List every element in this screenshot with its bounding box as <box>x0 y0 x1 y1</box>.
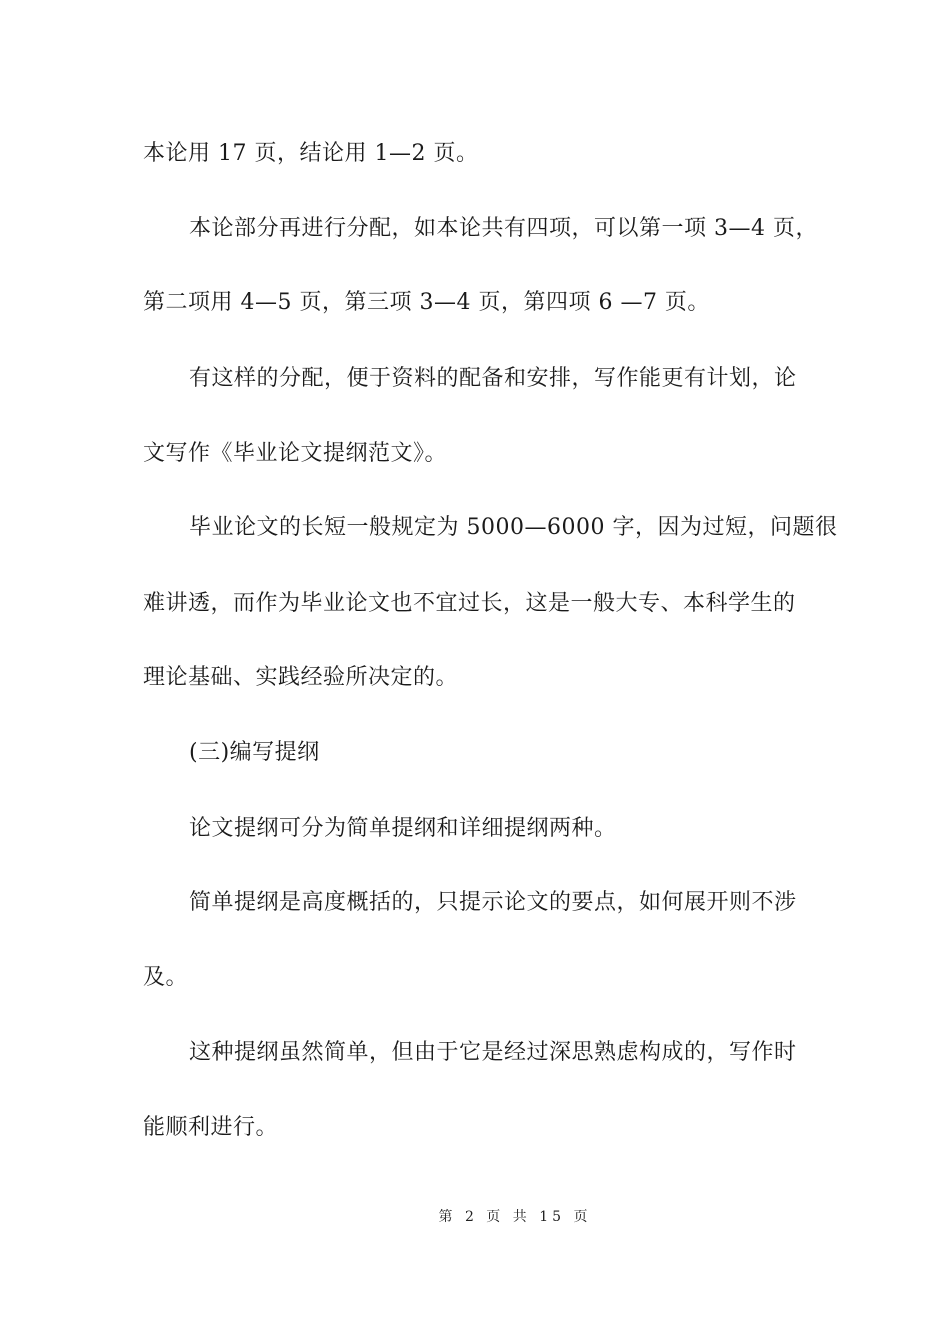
text-line: 本论用 17 页，结论用 1—2 页。 <box>143 141 479 166</box>
text-line: 及。 <box>143 965 189 990</box>
text-line: 难讲透，而作为毕业论文也不宜过长，这是一般大专、本科学生的 <box>143 591 796 616</box>
text-line: 本论部分再进行分配，如本论共有四项，可以第一项 3—4 页， <box>189 216 818 241</box>
text-line: 论文提纲可分为简单提纲和详细提纲两种。 <box>189 816 617 841</box>
text-line: 这种提纲虽然简单，但由于它是经过深思熟虑构成的，写作时 <box>189 1040 797 1065</box>
text-line: 第二项用 4—5 页，第三项 3—4 页，第四项 6 —7 页。 <box>143 290 710 315</box>
text-line: 理论基础、实践经验所决定的。 <box>143 665 459 690</box>
text-line: 简单提纲是高度概括的，只提示论文的要点，如何展开则不涉 <box>189 890 797 915</box>
text-line: 毕业论文的长短一般规定为 5000—6000 字，因为过短，问题很 <box>189 515 838 540</box>
page-number-footer: 第 2 页 共 15 页 <box>438 1209 592 1225</box>
section-heading: (三)编写提纲 <box>189 740 320 765</box>
text-line: 有这样的分配，便于资料的配备和安排，写作能更有计划，论 <box>189 366 797 391</box>
text-line: 能顺利进行。 <box>143 1115 279 1140</box>
text-line: 文写作《毕业论文提纲范文》。 <box>143 441 448 466</box>
